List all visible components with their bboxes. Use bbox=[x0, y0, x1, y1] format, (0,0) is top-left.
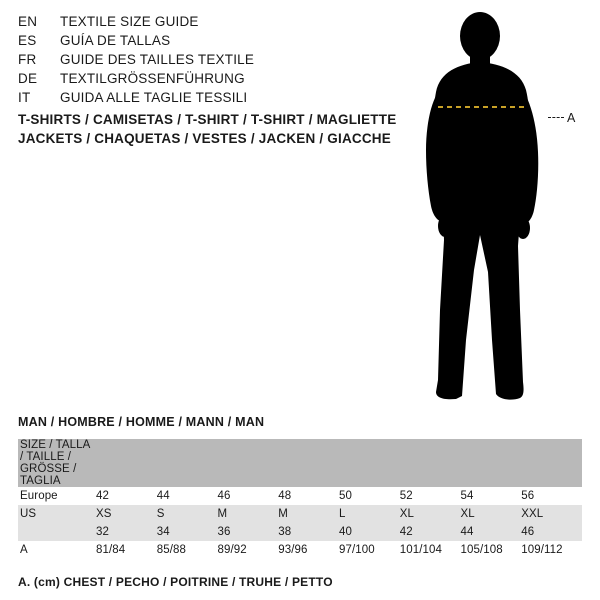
cell: 105/108 bbox=[461, 541, 522, 559]
row-label: Europe bbox=[18, 487, 96, 505]
cell: L bbox=[339, 505, 400, 523]
cell: 56 bbox=[521, 487, 582, 505]
cell: 44 bbox=[157, 487, 218, 505]
cell: 52 bbox=[400, 487, 461, 505]
body-figure bbox=[400, 10, 600, 410]
measure-label-a: A bbox=[567, 111, 576, 125]
cell: XXL bbox=[521, 505, 582, 523]
table-footnote: A. (cm) CHEST / PECHO / POITRINE / TRUHE / PETTO bbox=[18, 575, 333, 589]
language-title: GUIDA ALLE TAGLIE TESSILI bbox=[60, 90, 248, 105]
table-row bbox=[18, 541, 582, 559]
cell: XL bbox=[461, 505, 522, 523]
size-table bbox=[18, 439, 582, 559]
cell: 81/84 bbox=[96, 541, 157, 559]
row-label: US bbox=[18, 505, 96, 523]
measure-leader-line bbox=[548, 117, 564, 119]
cell: XS bbox=[96, 505, 157, 523]
cell: 40 bbox=[339, 523, 400, 541]
language-row bbox=[18, 14, 378, 33]
cell: 50 bbox=[339, 487, 400, 505]
language-code: DE bbox=[18, 71, 38, 86]
cell: 34 bbox=[157, 523, 218, 541]
language-title: GUÍA DE TALLAS bbox=[60, 33, 171, 48]
cell: XL bbox=[400, 505, 461, 523]
cell: 46 bbox=[218, 487, 279, 505]
row-label bbox=[18, 523, 96, 541]
category-tshirts: T-SHIRTS / CAMISETAS / T-SHIRT / T-SHIRT / MAGLIETTE bbox=[18, 112, 397, 127]
language-code: EN bbox=[18, 14, 38, 29]
table-header-row bbox=[18, 439, 582, 487]
language-title: TEXTILGRÖSSENFÜHRUNG bbox=[60, 71, 245, 86]
category-jackets: JACKETS / CHAQUETAS / VESTES / JACKEN / GIACCHE bbox=[18, 131, 391, 146]
language-title: TEXTILE SIZE GUIDE bbox=[60, 14, 199, 29]
cell: 48 bbox=[278, 487, 339, 505]
cell: 32 bbox=[96, 523, 157, 541]
cell: 46 bbox=[521, 523, 582, 541]
language-code: FR bbox=[18, 52, 37, 67]
category-list bbox=[18, 110, 438, 148]
language-title: GUIDE DES TAILLES TEXTILE bbox=[60, 52, 255, 67]
cell: 101/104 bbox=[400, 541, 461, 559]
language-code: IT bbox=[18, 90, 31, 105]
language-row bbox=[18, 52, 378, 71]
size-table-section bbox=[18, 415, 582, 589]
cell: 38 bbox=[278, 523, 339, 541]
cell: M bbox=[278, 505, 339, 523]
table-row bbox=[18, 487, 582, 505]
male-silhouette-icon bbox=[400, 10, 600, 410]
language-row bbox=[18, 33, 378, 52]
cell: 97/100 bbox=[339, 541, 400, 559]
table-row bbox=[18, 505, 582, 523]
cell: 109/112 bbox=[521, 541, 582, 559]
row-label: A bbox=[18, 541, 96, 559]
cell: 93/96 bbox=[278, 541, 339, 559]
cell: S bbox=[157, 505, 218, 523]
language-code: ES bbox=[18, 33, 37, 48]
cell: M bbox=[218, 505, 279, 523]
language-list bbox=[18, 14, 378, 109]
table-row bbox=[18, 523, 582, 541]
language-row bbox=[18, 71, 378, 90]
cell: 54 bbox=[461, 487, 522, 505]
cell: 42 bbox=[96, 487, 157, 505]
table-header-label: SIZE / TALLA / TAILLE / GRÖSSE / TAGLIA bbox=[18, 439, 96, 487]
cell: 36 bbox=[218, 523, 279, 541]
language-row bbox=[18, 90, 378, 109]
table-title: MAN / HOMBRE / HOMME / MANN / MAN bbox=[18, 415, 265, 429]
cell: 85/88 bbox=[157, 541, 218, 559]
cell: 89/92 bbox=[218, 541, 279, 559]
cell: 42 bbox=[400, 523, 461, 541]
cell: 44 bbox=[461, 523, 522, 541]
